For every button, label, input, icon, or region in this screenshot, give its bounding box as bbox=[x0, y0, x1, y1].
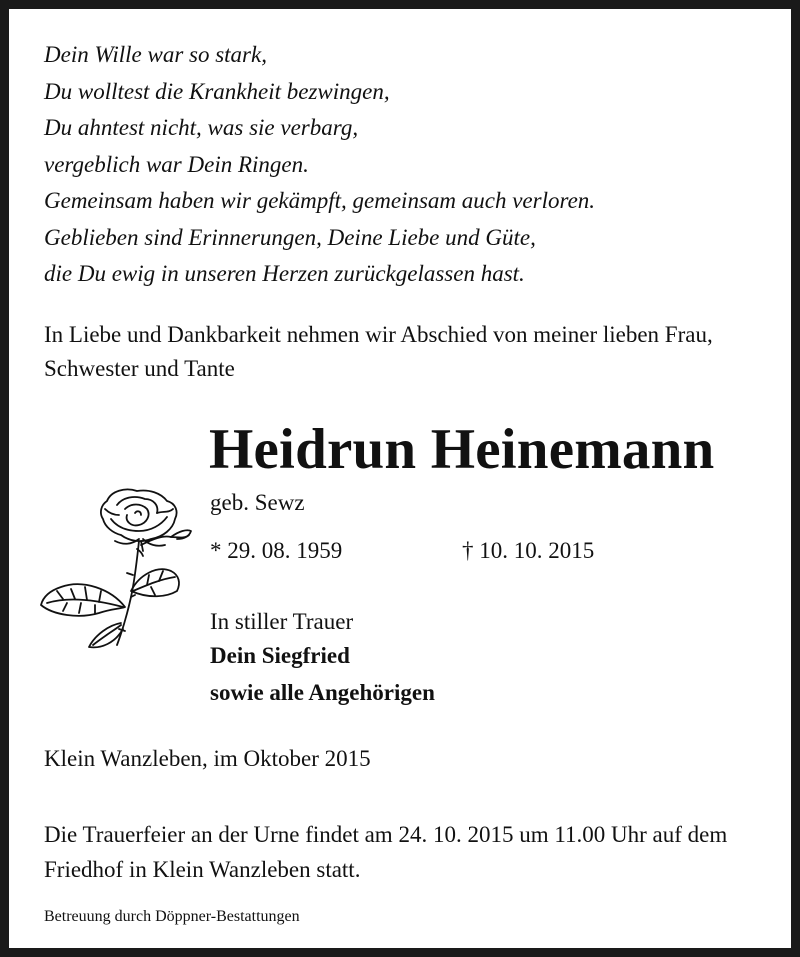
birth-date: * 29. 08. 1959 bbox=[210, 538, 343, 563]
poem-line: Du wolltest die Krankheit bezwingen, bbox=[44, 78, 390, 104]
maiden-name: geb. Sewz bbox=[210, 490, 305, 515]
death-date: † 10. 10. 2015 bbox=[462, 538, 595, 563]
funeral-info: Die Trauerfeier an der Urne findet am 24. 10. 2015 um 11.00 Uhr auf dem Friedhof in Klein Wanzleben statt. bbox=[44, 822, 728, 882]
intro-text: In Liebe und Dankbarkeit nehmen wir Abschied von meiner lieben Frau, Schwester und Tante bbox=[44, 322, 713, 381]
funeral-home-credit: Betreuung durch Döppner-Bestattungen bbox=[44, 908, 300, 925]
mourning-line: In stiller Trauer bbox=[210, 609, 354, 634]
poem-line: Gemeinsam haben wir gekämpft, gemeinsam auch verloren. bbox=[44, 188, 596, 213]
rose-icon bbox=[39, 479, 199, 649]
mourner-name: Dein Siegfried bbox=[210, 643, 350, 668]
poem-line: Dein Wille war so stark, bbox=[44, 42, 267, 67]
deceased-name: Heidrun Heinemann bbox=[209, 418, 715, 481]
poem-line: die Du ewig in unseren Herzen zurückgelassen hast. bbox=[44, 261, 525, 286]
poem-line: Geblieben sind Erinnerungen, Deine Liebe und Güte, bbox=[44, 224, 536, 250]
poem-line: Du ahntest nicht, was sie verbarg, bbox=[44, 115, 359, 140]
poem-line: vergeblich war Dein Ringen. bbox=[44, 151, 309, 177]
poem bbox=[44, 37, 784, 293]
place-date: Klein Wanzleben, im Oktober 2015 bbox=[44, 746, 371, 771]
mourner-relatives: sowie alle Angehörigen bbox=[210, 680, 435, 705]
